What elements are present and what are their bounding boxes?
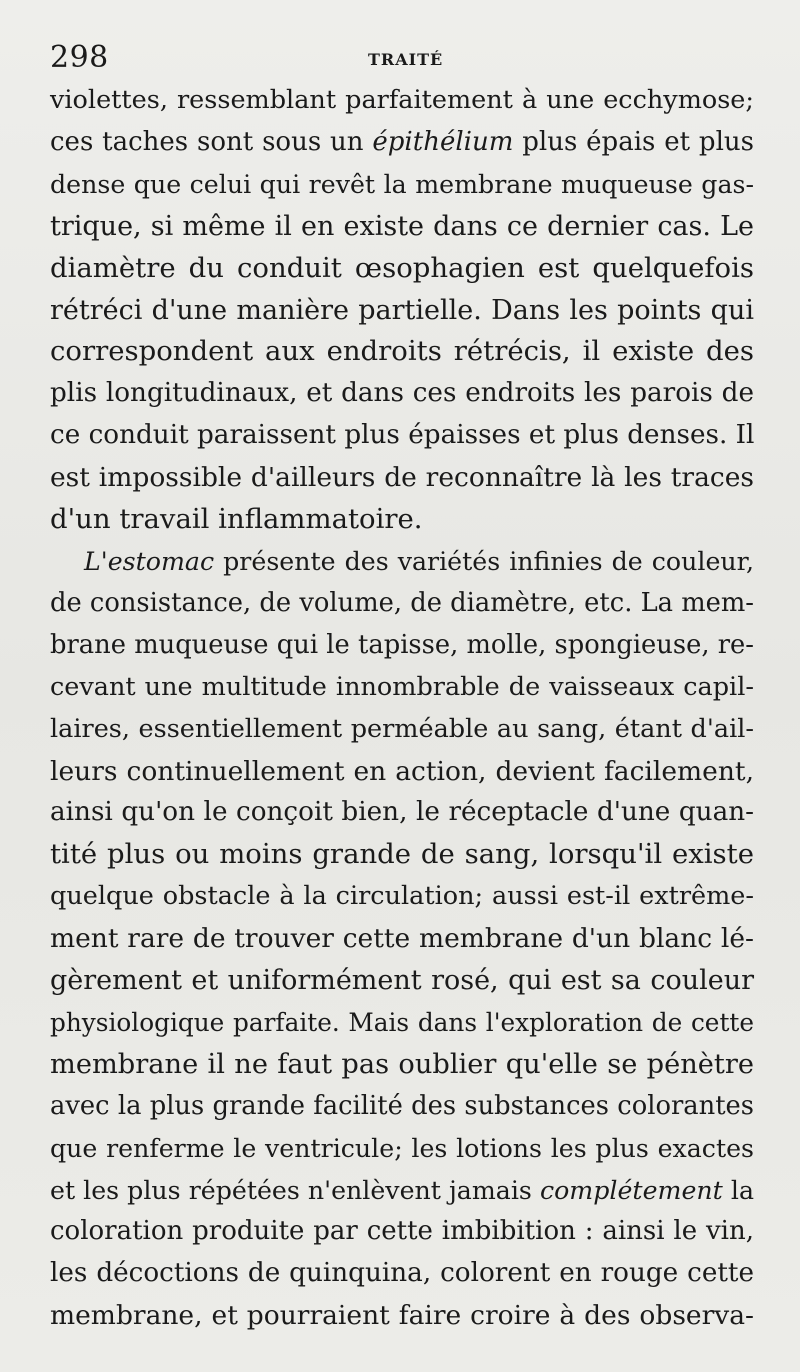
text-line [50, 373, 754, 415]
text-line [50, 960, 754, 1002]
text-segment: ainsi qu'on le conçoit bien, le réceptacle d'une quan- [50, 797, 754, 828]
text-segment: rétréci d'une manière partielle. Dans les points qui [50, 294, 754, 326]
text-line [50, 122, 754, 164]
text-line [50, 1086, 754, 1128]
text-segment: laires, essentiellement perméable au sang, étant d'ail- [50, 713, 754, 744]
text-line [50, 1253, 754, 1295]
text-line [50, 248, 754, 290]
text-segment: présente des variétés infinies de couleur, [214, 546, 754, 576]
text-line [50, 457, 754, 499]
text-segment: avec la plus grande facilité des substances colorantes [50, 1090, 754, 1121]
paragraph [50, 80, 754, 541]
text-segment: coloration produite par cette imbibition : ainsi le vin, [50, 1216, 754, 1247]
text-line [50, 499, 754, 541]
text-line [50, 834, 754, 876]
text-line [50, 667, 754, 709]
italic-text: complétement [539, 1175, 723, 1205]
text-segment: physiologique parfaite. Mais dans l'exploration de cette [50, 1007, 754, 1037]
text-line [50, 709, 754, 751]
text-line [50, 80, 754, 122]
text-segment: ces taches sont sous un [50, 126, 373, 157]
running-title: TRAITÉ [368, 50, 444, 69]
text-segment: de consistance, de volume, de diamètre, etc. La mem- [50, 587, 754, 618]
text-line [50, 164, 754, 206]
text-segment: les décoctions de quinquina, colorent en rouge cette [50, 1258, 754, 1289]
text-segment: brane muqueuse qui le tapisse, molle, spongieuse, re- [50, 629, 754, 660]
text-segment: ce conduit paraissent plus épaisses et plus denses. Il [50, 420, 755, 451]
text-line [50, 751, 754, 793]
text-segment: correspondent aux endroits rétrécis, il existe des [50, 335, 754, 368]
italic-text: L'estomac [84, 546, 215, 576]
text-segment: est impossible d'ailleurs de reconnaître là les traces [50, 462, 754, 494]
text-line [50, 1002, 754, 1044]
text-segment: membrane, et pourraient faire croire à des observa- [50, 1300, 754, 1332]
text-segment: la [722, 1175, 755, 1205]
text-line [50, 331, 754, 373]
text-line [50, 1170, 754, 1212]
text-line [50, 918, 754, 960]
text-segment: que renferme le ventricule; les lotions les plus exactes [50, 1133, 754, 1163]
text-line [50, 583, 754, 625]
text-line [50, 415, 754, 457]
paragraph [50, 541, 754, 1337]
text-segment: et les plus répétées n'enlèvent jamais [50, 1175, 540, 1205]
text-segment: d'un travail inflammatoire. [50, 503, 423, 536]
text-segment: diamètre du conduit œsophagien est quelquefois [50, 251, 754, 284]
text-segment: plus épais et plus [513, 126, 754, 157]
text-segment: cevant une multitude innombrable de vaisseaux capil- [50, 671, 754, 702]
text-segment: gèrement et uniformément rosé, qui est sa couleur [50, 965, 754, 997]
text-segment: tité plus ou moins grande de sang, lorsqu'il existe [50, 838, 754, 871]
body-text [50, 80, 754, 1337]
text-line [50, 792, 754, 834]
text-segment: quelque obstacle à la circulation; aussi est-il extrême- [50, 881, 754, 912]
italic-text: épithélium [372, 126, 514, 157]
text-segment: ment rare de trouver cette membrane d'un blanc lé- [50, 923, 754, 955]
text-line [50, 541, 754, 583]
text-line [50, 1044, 754, 1086]
text-line [50, 1295, 754, 1337]
text-line [50, 876, 754, 918]
text-line [50, 1211, 754, 1253]
text-line [50, 1128, 754, 1170]
text-line [50, 625, 754, 667]
text-segment: leurs continuellement en action, devient facilement, [50, 755, 754, 787]
page-number: 298 [50, 40, 109, 75]
text-line [50, 206, 754, 248]
text-segment: membrane il ne faut pas oublier qu'elle se pénètre [50, 1048, 754, 1080]
text-segment: dense que celui qui revêt la membrane muqueuse gas- [50, 169, 754, 199]
text-segment: violettes, ressemblant parfaitement à une ecchymose; [50, 85, 754, 115]
text-segment: trique, si même il en existe dans ce dernier cas. Le [50, 210, 754, 242]
text-segment: plis longitudinaux, et dans ces endroits les parois de [50, 378, 754, 409]
text-line [50, 290, 754, 332]
